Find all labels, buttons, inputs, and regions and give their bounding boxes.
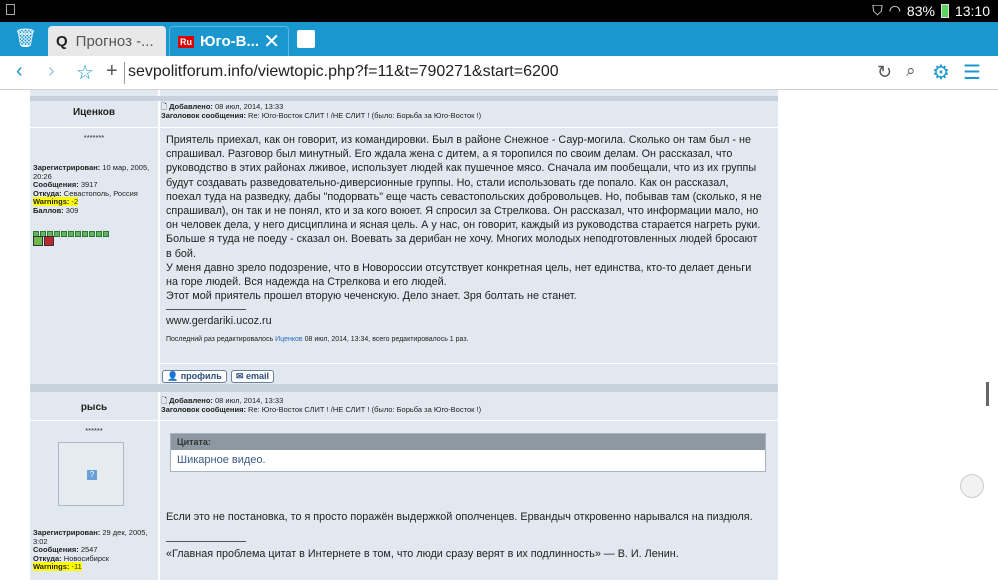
quote-block	[170, 433, 766, 472]
tab-title: Юго-В...	[200, 33, 260, 50]
warnings-value: -2	[71, 197, 79, 206]
search-icon[interactable]: ⌕	[906, 61, 916, 80]
post-date: 08 июл, 2014, 13:33	[215, 102, 284, 111]
warnings-label: Warnings:	[33, 197, 70, 206]
battery-percent: 83%	[906, 2, 935, 19]
tab-active[interactable]	[169, 26, 289, 56]
menu-icon[interactable]: ☰	[963, 62, 981, 84]
registered-label: Зарегистрирован:	[33, 163, 101, 172]
user-info	[33, 164, 157, 215]
scrollbar[interactable]	[986, 382, 989, 406]
shield-icon: ⛉	[872, 2, 883, 18]
settings-icon[interactable]: ⚙	[932, 62, 950, 84]
subject-label: Заголовок сообщения:	[161, 110, 246, 120]
refresh-icon[interactable]: ↻	[877, 62, 893, 82]
warnings-label: Warnings:	[33, 562, 70, 571]
email-button[interactable]: ✉ email	[231, 370, 274, 383]
plus-icon[interactable]: +	[106, 60, 118, 82]
forward-icon[interactable]: ›	[48, 60, 55, 82]
quote-text: Шикарное видео.	[177, 454, 266, 466]
forum-content	[30, 90, 778, 580]
edit-note	[166, 336, 469, 345]
post-separator	[30, 384, 778, 392]
registered-label: Зарегистрирован:	[33, 528, 101, 537]
signature-divider	[166, 541, 246, 542]
edit-author-link[interactable]: Иценков	[275, 336, 303, 343]
added-label: Добавлено:	[169, 102, 213, 111]
tab-favicon: Q	[56, 32, 68, 50]
post-body: Если это не постановка, то я просто поражён выдержкой ополченцев. Ервандыч откровенно нарывался на пиздюля.	[166, 511, 753, 523]
post-header: 🗋 Добавлено: 08 июл, 2014, 13:33 Заголовок сообщения: Re: Юго-Восток СЛИТ ! /НЕ СЛИТ ! (было: Борьба за Юго-Восток !)	[161, 102, 482, 120]
tab-title: Прогноз -...	[75, 32, 154, 50]
wifi-icon: ◠	[888, 2, 901, 18]
edit-prefix: Последний раз редактировалось	[166, 336, 274, 343]
warnings-badge	[33, 562, 82, 571]
user-badges	[33, 233, 55, 251]
divider	[30, 127, 778, 128]
post-subject: Re: Юго-Восток СЛИТ ! /НЕ СЛИТ ! (было: Борьба за Юго-Восток !)	[248, 110, 482, 120]
divider	[124, 62, 125, 84]
user-location: Новосибирск	[63, 553, 110, 563]
tab-forecast[interactable]	[48, 26, 166, 56]
subject-label: Заголовок сообщения:	[161, 404, 246, 414]
post-signature: «Главная проблема цитат в Интернете в том, что люди сразу верят в их подлинность» — В. И. Ленин.	[166, 548, 679, 560]
url-field[interactable]: sevpolitforum.info/viewtopic.php?f=11&t=790271&start=6200	[128, 63, 559, 80]
battery-icon	[941, 4, 949, 18]
notification-icon	[6, 4, 15, 15]
missing-image-icon: ?	[87, 470, 97, 480]
post-date: 08 июл, 2014, 13:33	[215, 396, 284, 405]
post-body	[166, 133, 766, 303]
post-paragraph: У меня давно зрело подозрение, что в Новороссии отсутствует конкретная цель, нет единства, кто-то делает деньги на горе людей. Вся надежда на Стрелкова и его людей.	[166, 261, 752, 289]
status-right	[872, 2, 990, 19]
messages-label: Сообщения:	[33, 545, 79, 554]
address-bar	[0, 56, 998, 90]
signature-divider	[166, 309, 246, 310]
avatar	[58, 442, 124, 506]
post-signature: www.gerdariki.ucoz.ru	[166, 315, 272, 327]
edit-suffix: 08 июл, 2014, 13:34, всего редактировалось 1 раз.	[304, 336, 469, 343]
column-divider	[158, 90, 160, 580]
messages-label: Сообщения:	[33, 180, 79, 189]
from-label: Откуда:	[33, 553, 62, 563]
registered-date: 10 мар, 2005, 20:26	[33, 163, 150, 181]
post-author[interactable]: Иценков	[72, 107, 116, 118]
user-info	[33, 529, 157, 572]
registered-date: 29 дек, 2005, 3:02	[33, 528, 148, 546]
messages-count: 3917	[80, 180, 98, 189]
badge-icon	[33, 236, 43, 246]
user-rank-stars: *******	[83, 133, 105, 142]
divider	[160, 363, 778, 364]
from-label: Откуда:	[33, 188, 62, 198]
messages-count: 2547	[80, 545, 98, 554]
post-header: 🗋 Добавлено: 08 июл, 2014, 13:33 Заголовок сообщения: Re: Юго-Восток СЛИТ ! /НЕ СЛИТ ! (было: Борьба за Юго-Восток !)	[161, 396, 482, 414]
clock: 13:10	[954, 2, 990, 19]
post-author[interactable]: рысь	[80, 402, 108, 413]
new-tab-button[interactable]	[297, 30, 315, 48]
tab-bar	[0, 22, 998, 56]
row-separator	[30, 96, 778, 101]
profile-button[interactable]: 👤 профиль	[162, 370, 227, 383]
points-value: 309	[65, 205, 79, 215]
warnings-value: -11	[71, 562, 82, 571]
post-paragraph: Этот мой приятель прошел вторую чеченскую. Дело знает. Зря болтать не станет.	[166, 290, 577, 303]
star-icon[interactable]: ☆	[76, 62, 94, 84]
user-location: Севастополь, Россия	[63, 188, 138, 198]
added-label: Добавлено:	[169, 396, 213, 405]
user-rank-stars: ******	[85, 426, 103, 435]
floating-button[interactable]	[960, 474, 984, 498]
divider	[30, 420, 778, 421]
badge-icon	[44, 236, 54, 246]
close-tab-icon[interactable]: ✕	[263, 31, 280, 53]
status-bar	[0, 0, 998, 22]
post-paragraph: Приятель приехал, как он говорит, из командировки. Был в районе Снежное - Саур-могила. Сколько он там был - не спрашивал. Разговор был минутный. Его ждала жена с дитем, а я торопился по своим делам. Он рассказал, что руководство в этих районах лживое, использует людей как пушечное мясо. Сначала им пообещали, что из их группы будут создавать разведовательно-диверсионные группы. Но, стали использовать где попало. Как он рассказал, поехал туда на разведку, дабы "подорвать" еще часть севастопольских добровольцев. Но, побывав там (сколько, я не спрашивал), он так и не понял, кто и за кого воюет. Я спросил за Стрелкова. Он рассказал, что информации мало, но он человек дела, у него дисциплина и ясная цель. А у нас, он говорит, каждый из руководства старается нагреть руки. Больше я туда не поеду - сказал он. Воевать за дерибан не хочу. Многих молодых неподготовленных людей бросают в бой.	[166, 134, 762, 260]
tab-favicon: Ru	[180, 36, 192, 47]
points-label: Баллов:	[33, 205, 64, 215]
post-subject: Re: Юго-Восток СЛИТ ! /НЕ СЛИТ ! (было: Борьба за Юго-Восток !)	[248, 404, 482, 414]
trash-icon[interactable]: 🗑	[14, 28, 37, 48]
back-icon[interactable]: ‹	[16, 60, 23, 82]
quote-header: Цитата:	[171, 434, 765, 450]
